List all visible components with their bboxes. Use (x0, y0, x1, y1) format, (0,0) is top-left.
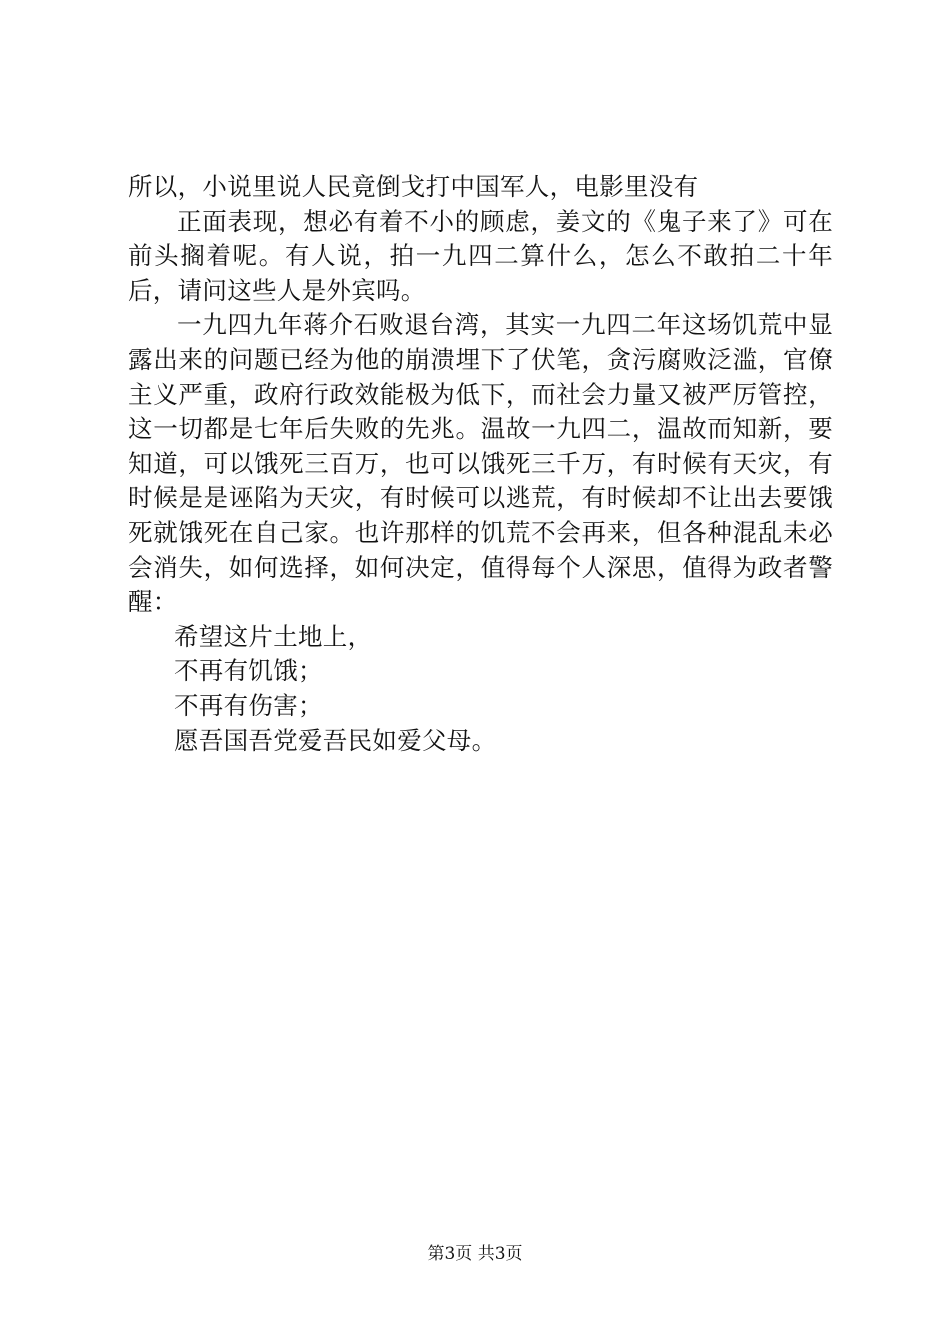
page-number-footer: 第3页 共3页 (427, 1244, 523, 1264)
poem-line-4: 愿吾国吾党爱吾民如爱父母。 (174, 725, 497, 755)
poem-line-3: 不再有伤害； (174, 690, 323, 720)
poem-line-2: 不再有饥饿； (174, 656, 323, 686)
document-body (128, 170, 833, 758)
paragraph-opening-line: 所以，小说里说人民竟倒戈打中国军人，电影里没有 (128, 172, 699, 201)
paragraph-historical-reflection: 一九四九年蒋介石败退台湾，其实一九四二年这场饥荒中显露出来的问题已经为他的崩溃埋下了伏笔，贪污腐败泛滥，官僚主义严重，政府行政效能极为低下，而社会力量又被严厉管控，这一切都是七年后失败的先兆。温故一九四二，温故而知新，要知道，可以饿死三百万，也可以饿死三千万，有时候有天灾，有时候是是诬陷为天灾，有时候可以逃荒，有时候却不让出去要饿死就饿死在自己家。也许那样的饥荒不会再来，但各种混乱未必会消失，如何选择，如何决定，值得每个人深思，值得为政者警醒： (128, 310, 833, 617)
poem-line-1: 希望这片土地上， (174, 621, 373, 651)
paragraph-film-depiction: 正面表现，想必有着不小的顾虑，姜文的《鬼子来了》可在前头搁着呢。有人说，拍一九四二算什么，怎么不敢拍二十年后，请问这些人是外宾吗。 (128, 206, 833, 305)
